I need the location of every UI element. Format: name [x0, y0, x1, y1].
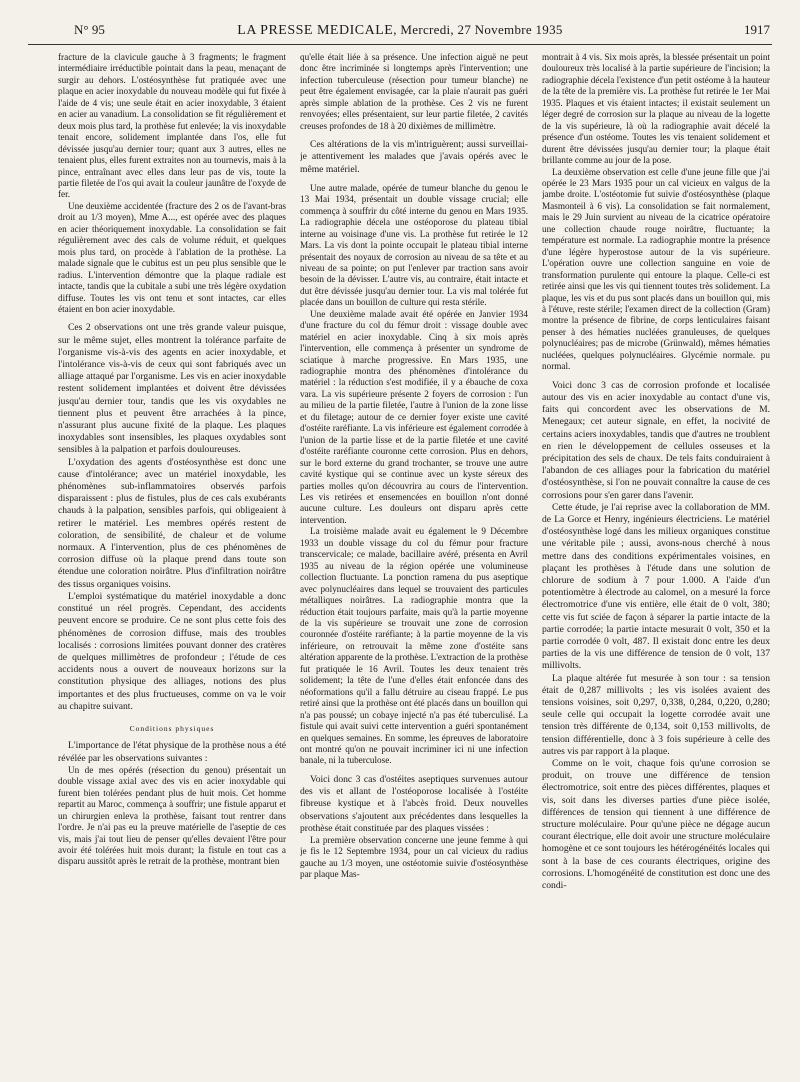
column-left: [58, 52, 286, 1072]
column-right: [542, 52, 770, 1072]
paragraph: Une deuxième accidentée (fracture des 2 os de l'avant-bras droit au 1/3 moyen), Mme A..., est opérée avec des plaques en acier théoriquement inoxydable. La consolidation se fait régulièrement avec des cals de volume réduit, et quelques mois plus tard, on procède à l'ablation de la prothèse. La malade signale que le cubitus est un peu plus sensible que le radius. L'intervention démontre que la plaque radiale est intacte, tandis que la cubitale a subi une très légère oxydation diffuse. Toutes les vis ont tenu et sont intactes, car elles étaient en bon acier inoxydable.: [58, 200, 286, 314]
paragraph: Cette étude, je l'ai reprise avec la collaboration de MM. de La Gorce et Henry, ingénieurs électriciens. Le matériel d'ostéosynthèse logé dans les milieux organiques constitue une véritable pile ; aussi, avons-nous cherché à nous mettre dans des conditions expérimentales voisines, en plaçant les prothèses à l'étude dans une solution de chlorure de sodium à 7 pour 1.000. A l'aide d'un potentiomètre à électrode au calomel, on a mesuré la force électromotrice d'une vis entière, elle était de 0 volt, 380; cette vis fut sciée de façon à séparer la partie intacte de la partie corrodée; la partie intacte mesurait 0 volt, 350 et la partie corrodée 0 volt, 487. Il existait donc entre les deux parties de la vis une différence de tension de 0 volt, 137 millivolts.: [542, 501, 770, 672]
page-header: [28, 22, 772, 45]
paragraph: Voici donc 3 cas d'ostéites aseptiques survenues autour des vis et allant de l'ostéoporose localisée à l'ostéite fibreuse kystique et à l'abcès froid. Deux nouvelles observations s'ajoutent aux précédentes dans lesquelles la prothèse était constituée par des plaques vissées :: [300, 773, 528, 834]
paragraph: Ces 2 observations ont une très grande valeur puisque, sur le même sujet, elles montrent la tolérance parfaite de l'organisme vis-à-vis des agents en acier inoxydable, et l'intolérance vis-à-vis de ceux qui sont fabriqués avec un alliage attaqué par l'organisme. Les vis en acier inoxydable restent solidement implantées et doivent être dévissées jusqu'au dernier tour, tandis que les vis oxydables ne tiennent plus et peuvent être arrachées à la pince, n'assurant plus aucune fixité de la plaque. Les plaques inoxydables sont insensibles, les plaques oxydables sont sensibles à la palpation et parfois douloureuses.: [58, 322, 286, 456]
column-middle: [300, 52, 528, 1072]
running-title: [28, 22, 772, 39]
paragraph: Une autre malade, opérée de tumeur blanche du genou le 13 Mai 1934, présentait un double vissage crucial; elle commença à souffrir du côté interne du genou en Mars 1935. La radiographie décela une ostéoporose du plateau tibial interne au voisinage d'une vis. La prothèse fut retirée le 12 Mars. La vis dont la pointe occupait le plateau tibial interne présentait des noyaux de corrosion au niveau de sa tête et au niveau de sa pointe; on put l'enlever par traction sans avoir besoin de la dévisser. L'autre vis, au contraire, était intacte et dut être dévissée jusqu'au dernier tour. La vis mal tolérée fut placée dans un bouillon de culture qui resta stérile.: [300, 182, 528, 308]
paragraph: La deuxième observation est celle d'une jeune fille que j'ai opérée le 23 Mars 1935 pour un cal vicieux en valgus de la jambe droite. L'ostéotomie fut suivie d'ostéosynthèse (plaque Masmonteil à 6 vis). La consolidation se fait normalement, mais le 29 Juin survient au niveau de la cicatrice opératoire une collection chaude rouge noirâtre, fluctuante; la température est normale. La radiographie montre la présence d'une légère hyperostose autour de la vis supérieure. L'opération ouvre une collection sanguine en voie de transformation purulente qui entoure la plaque. Celle-ci est retirée ainsi que les vis qui tiennent toutes très solidement. La plaque, les vis et du pus sont placés dans un bouillon qui, mis à l'étuve, reste stérile; l'examen direct de la collection (Gram) montre la présence de fibrine, de corps lenticulaires faisant penser à des hématies nucléées granuleuses, de quelques polynucléaires; pas de microbe (Grünwald), mêmes hématies nucléées, quelques polynucléaires. Glycémie normale. pu normal.: [542, 166, 770, 372]
paragraph: L'oxydation des agents d'ostéosynthèse est donc une cause d'intolérance; avec un matériel inoxydable, les phénomènes sub-inflammatoires observés parfois disparaissent : plus de fistules, plus de ces cals exubérants chauds à la palpation, sensibles parfois, qui obligeaient à retirer le matériel. Les membres opérés restent de coloration, de sensibilité, de chaleur et de volume normaux. A l'intervention, plus de ces phénomènes de corrosion diffuse où la plaque prend dans toute son étendue une coloration noirâtre. Plus d'infiltration noirâtre des tissus organiques voisins.: [58, 456, 286, 590]
paragraph: fracture de la clavicule gauche à 3 fragments; le fragment intermédiaire irréductible pointait dans la peau, menaçant de surgir au dehors. L'ostéosynthèse fut pratiquée avec une plaque en acier inoxydable du nouveau modèle qui fut fixée à l'aide de 4 vis; une seule était en acier inoxydable, 3 étaient en acier au vanadium. La consolidation se fit régulièrement et deux mois plus tard, la prothèse fut enlevée; la vis inoxydable tenait encore, solidement implantée dans l'os, elle fut dévissée jusqu'au dernier tour; quant aux 3 autres, elles ne tenaient plus, elles furent extraites non au tournevis, mais à la pince, entraînant avec elles dans leur pas de vis, toute la partie filetée de l'os qui avait la couleur jaunâtre de l'oxyde de fer.: [58, 52, 286, 200]
page-number: 1917: [744, 22, 770, 37]
section-heading: Conditions physiques: [129, 723, 215, 733]
journal-name: LA PRESSE MEDICALE: [237, 23, 394, 38]
article-body: [58, 52, 770, 1072]
paragraph: Comme on le voit, chaque fois qu'une corrosion se produit, on trouve une différence de tension électromotrice, soit entre des pièces différentes, plaques et vis, soit dans les diverses parties d'une pièce isolée, différences de tension qui tiennent à une différence de structure moléculaire. Pour qu'une pièce ne dégage aucun courant électrique, elle doit avoir une structure moléculaire homogène et ce sont toujours les hétérogénéités locales qui sont à la base de ces courants électriques, origine des corrosions. L'homogénéité de constitution est donc une des condi-: [542, 757, 770, 892]
paragraph: qu'elle était liée à sa présence. Une infection aiguë ne peut donc être incriminée si longtemps après l'intervention; une infection tuberculeuse (résection pour tumeur blanche) ne peut être également envisagée, car la plaie n'aurait pas guéri après simple ablation de la prothèse. Ces 2 vis ne furent renvoyées; elles présentaient, sur leur partie filetée, 2 cavités creuses profondes de 18 à 20 dixièmes de millimètre.: [300, 52, 528, 131]
paragraph: L'importance de l'état physique de la prothèse nous a été révélée par les observations suivantes :: [58, 740, 286, 764]
paragraph: Ces altérations de la vis m'intriguèrent; aussi surveillai-je attentivement les malades que j'avais opérés avec le même matériel.: [300, 139, 528, 175]
paragraph: montrait à 4 vis. Six mois après, la blessée présentait un point douloureux très localisé à la partie supérieure de l'incision; la radiographie décela l'existence d'un petit ostéome à la hauteur de la tête de la première vis. La prothèse fut retirée le 1er Mai 1935. Plaques et vis étaient intactes; il existait seulement un léger degré de corrosion sur la plaque au niveau de la logette de la vis supérieure, là où la radiographie avait décelé la présence d'un ostéome. Toutes les vis tenaient solidement et durent être dévissées jusqu'au dernier tour; la plaque était brillante comme au jour de la pose.: [542, 52, 770, 166]
issue-date: , Mercredi, 27 Novembre 1935: [393, 22, 563, 37]
issue-number: N° 95: [74, 22, 105, 37]
paragraph: Voici donc 3 cas de corrosion profonde et localisée autour des vis en acier inoxydable au contact d'une vis, faits qui concordent avec les observations de M. Menegaux; cet auteur signale, en effet, la nocivité de certains aciers inoxydables, tandis que d'autres ne troublent en rien le développement de cellules osseuses et la précipitation des sels de chaux. De tels faits conduiraient à l'abandon de ces alliages pour la fabrication du matériel d'ostéosynthèse, si l'on ne pouvait connaître la cause de ces corrosions pour s'en garer dans l'avenir.: [542, 379, 770, 501]
paragraph: La troisième malade avait eu également le 9 Décembre 1933 un double vissage du col du fémur pour fracture transcervicale; ce malade, bacillaire avéré, présenta en Avril 1935 au niveau de la région opérée une volumineuse collection fluctuante. La ponction ramena du pus aseptique avec polynucléaires dans lequel se trouvaient des particules métalliques noirâtres. La radiographie montra que la réduction était toujours parfaite, mais qu'à la partie moyenne de la vis supérieure se trouvait une zone de corrosion couronnée d'ostéite raréfiante; à la partie moyenne de la vis inférieure, on retrouvait la même zone d'ostéite sans altération apparente de la prothèse. L'extraction de la prothèse fut pratiquée le 16 Avril. Toutes les deux tenaient très solidement; la tête de l'une d'elles était enfoncée dans des néoformations qu'il a fallu détruire au ciseau frappé. Le pus retiré ainsi que la prothèse ont été placés dans un bouillon qui n'a pas poussé; un cobaye injecté n'a pas été tuberculisé. La fistule qui avait suivi cette intervention a guéri spontanément en quelques semaines. En somme, les épreuves de laboratoire ont montré qu'on ne pouvait incriminer ici ni une infection banale, ni la tuberculose.: [300, 526, 528, 766]
paragraph: La plaque altérée fut mesurée à son tour : sa tension était de 0,287 millivolts ; les vis isolées avaient des tensions voisines, soit 0,297, 0,338, 0,284, 0,220, 0,280; seule celle qui occupait la logette corrodée avait une tension très différente de 0,134, soit 0,153 millivolts, de tension différentielle, donc à 3 fois supérieure à celle des autres vis par rapport à la plaque.: [542, 672, 770, 757]
paragraph: Une deuxième malade avait été opérée en Janvier 1934 d'une fracture du col du fémur droit : vissage double avec matériel en acier inoxydable. Cinq à six mois après l'intervention, elle commença à présenter un syndrome de sciatique à marche progressive. En Mars 1935, une radiographie montra des phénomènes d'intolérance du matériel : la réduction s'est modifiée, il y a ébauche de coxa vara. La vis supérieure présente 2 foyers de corrosion : l'un au milieu de la partie filetée, l'autre à l'union de la zone lisse et du filetage; autour de ce dernier foyer existe une cavité d'ostéite raréfiante. La vis inférieure est également corrodée à l'union de la partie lisse et de la partie filetée et une cavité d'ostéite raréfiante couronne cette corrosion. Plus en dehors, sur le bord externe du grand trochanter, se trouve une autre cavité kystique qui se continue avec un kyste séreux des parties molles qu'on découvrira au cours de l'intervention. Les vis retirées et ensemencées en bouillon n'ont donné aucune culture. Les douleurs ont disparu après cette intervention.: [300, 308, 528, 525]
paragraph: La première observation concerne une jeune femme à qui je fis le 12 Septembre 1934, pour un cal vicieux du radius gauche au 1/3 moyen, une ostéotomie suivie d'ostéosynthèse par plaque Mas-: [300, 834, 528, 880]
paragraph: Un de mes opérés (résection du genou) présentait un double vissage axial avec des vis en acier inoxydable qui furent bien tolérées pendant plus de huit mois. Cet homme repartit au Maroc, commença à souffrir; une fistule apparut et un chirurgien enleva la prothèse, faisant tout rentrer dans l'ordre. Je n'ai pas eu la preuve matérielle de l'aseptie de ces vis, mais j'ai tout lieu de penser qu'elles devaient l'être pour avoir été tolérées huit mois durant; la fistule en tout cas a disparu aussitôt après le retrait de la prothèse, montrant bien: [58, 764, 286, 867]
paragraph: L'emploi systématique du matériel inoxydable a donc constitué un réel progrès. Cependant, des accidents peuvent encore se produire. Ce ne sont plus cette fois des phénomènes de corrosion diffuse, mais des troubles localisés : corrosions limitées pouvant donner des cratères de quelques millimètres de profondeur ; l'étude de ces accidents nous a ouvert de nouveaux horizons sur la constitution physique des alliages, notions des plus importantes et des plus fructueuses, comme on va le voir au chapitre suivant.: [58, 590, 286, 712]
